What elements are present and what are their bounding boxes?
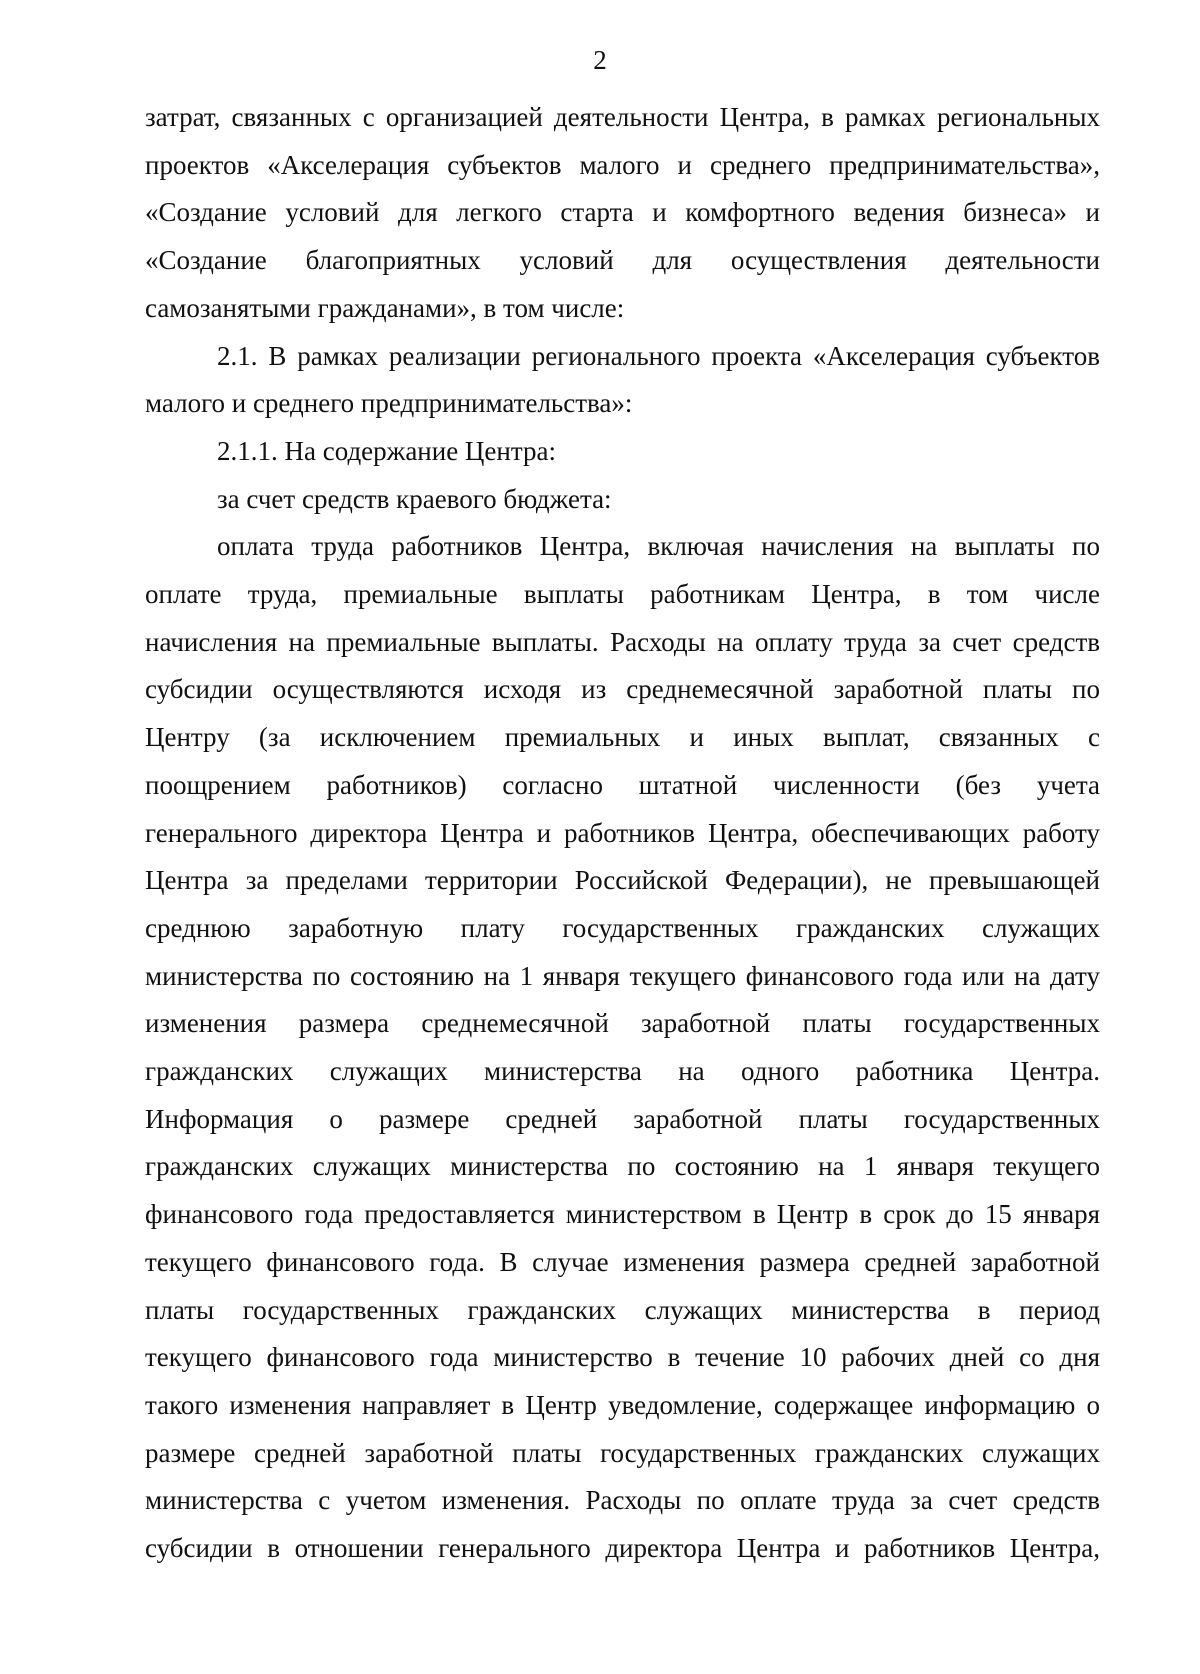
text-line: за счет средств краевого бюджета: [217, 483, 612, 514]
text-line: изменения размера среднемесячной заработной платы государственных [145, 1008, 1100, 1039]
text-line: субсидии осуществляются исходя из среднемесячной заработной платы по [145, 674, 1100, 705]
text-line: текущего финансового года. В случае изменения размера средней заработной [145, 1246, 1100, 1277]
text-line: министерства по состоянию на 1 января текущего финансового года или на дату [145, 960, 1100, 991]
text-line: малого и среднего предпринимательства»: [145, 388, 633, 419]
text-line: затрат, связанных с организацией деятельности Центра, в рамках региональных [145, 102, 1100, 132]
text-line: Информация о размере средней заработной платы государственных [145, 1103, 1100, 1134]
text-line: такого изменения направляет в Центр уведомление, содержащее информацию о [145, 1389, 1100, 1420]
text-line: текущего финансового года министерство в течение 10 рабочих дней со дня [145, 1342, 1100, 1373]
text-line: самозанятыми гражданами», в том числе: [145, 292, 625, 323]
text-line: Центра за пределами территории Российской Федерации), не превышающей [145, 865, 1100, 896]
text-line: проектов «Акселерация субъектов малого и среднего предпринимательства», [145, 149, 1100, 180]
text-line: размере средней заработной платы государственных гражданских служащих [145, 1437, 1100, 1468]
text-line: гражданских служащих министерства на одного работника Центра. [145, 1056, 1100, 1087]
text-line: гражданских служащих министерства по состоянию на 1 января текущего [145, 1151, 1100, 1182]
paragraph [145, 523, 1100, 1572]
text-line: начисления на премиальные выплаты. Расходы на оплату труда за счет средств [145, 626, 1100, 657]
paragraph [145, 476, 1100, 524]
text-line: субсидии в отношении генерального директора Центра и работников Центра, [145, 1533, 1100, 1564]
text-line: министерства с учетом изменения. Расходы по оплате труда за счет средств [145, 1485, 1100, 1516]
text-line: «Создание условий для легкого старта и комфортного ведения бизнеса» и [145, 197, 1100, 228]
document-body [145, 94, 1100, 1573]
text-line: финансового года предоставляется министерством в Центр в срок до 15 января [145, 1199, 1100, 1230]
text-line: Центру (за исключением премиальных и иных выплат, связанных с [145, 722, 1100, 753]
text-line: 2.1. В рамках реализации регионального проекта «Акселерация субъектов [217, 340, 1100, 371]
text-line: оплата труда работников Центра, включая начисления на выплаты по [217, 531, 1100, 562]
text-line: генерального директора Центра и работников Центра, обеспечивающих работу [145, 817, 1100, 848]
text-line: платы государственных гражданских служащих министерства в период [145, 1294, 1100, 1325]
paragraph [145, 94, 1100, 333]
paragraph [145, 428, 1100, 476]
page-number: 2 [593, 45, 607, 75]
text-line: 2.1.1. На содержание Центра: [217, 435, 556, 466]
text-line: оплате труда, премиальные выплаты работникам Центра, в том числе [145, 579, 1100, 610]
paragraph [145, 333, 1100, 428]
text-line: «Создание благоприятных условий для осуществления деятельности [145, 245, 1100, 276]
text-line: поощрением работников) согласно штатной численности (без учета [145, 769, 1100, 800]
text-line: среднюю заработную плату государственных гражданских служащих [145, 912, 1100, 943]
